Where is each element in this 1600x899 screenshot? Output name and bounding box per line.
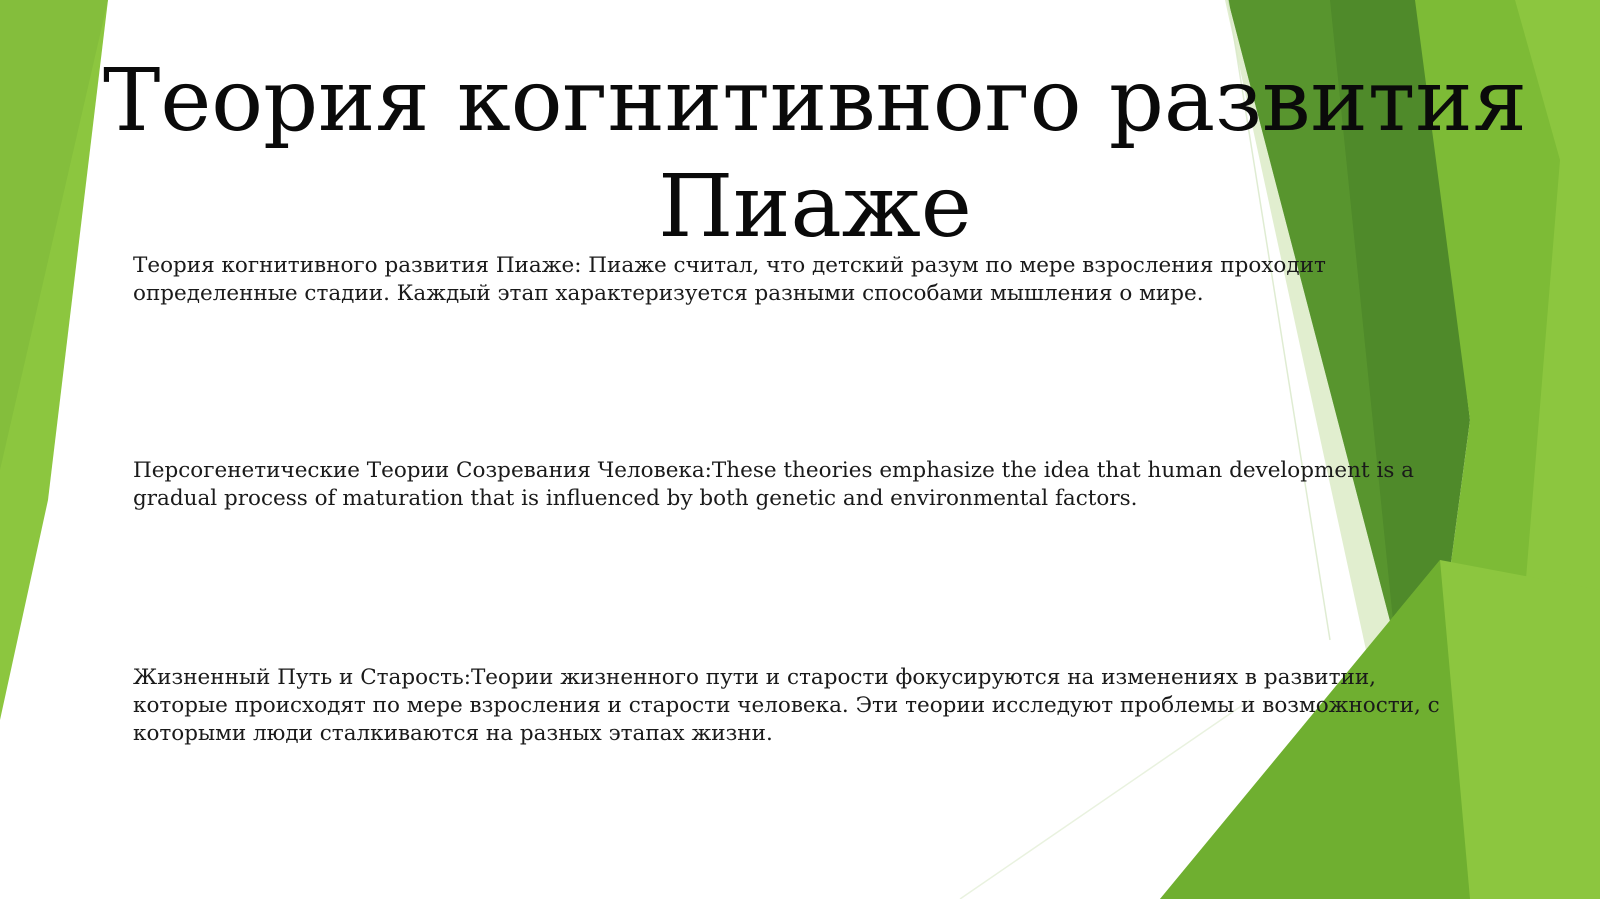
paragraph-line: Персогенетические Теории Созревания Человека:These theories emphasize the idea that human development is a — [133, 458, 1415, 483]
paragraph-maturation-theories — [133, 457, 1414, 513]
paragraph-line: которыми люди сталкиваются на разных этапах жизни. — [133, 721, 773, 746]
title-line-1: Теория когнитивного развития — [103, 51, 1527, 151]
paragraph-life-course — [133, 664, 1440, 748]
title-line-2: Пиаже — [658, 157, 972, 257]
paragraph-line: которые происходят по мере взросления и старости человека. Эти теории исследуют проблемы и возможности, с — [133, 693, 1440, 718]
paragraph-line: Теория когнитивного развития Пиаже: Пиаже считал, что детский разум по мере взросления проходит — [133, 253, 1326, 278]
paragraph-piaget-theory — [133, 252, 1326, 308]
paragraph-line: определенные стадии. Каждый этап характеризуется разными способами мышления о мире. — [133, 281, 1204, 306]
slide-title — [60, 48, 1570, 260]
paragraph-line: Жизненный Путь и Старость:Теории жизненного пути и старости фокусируются на изменениях в развитии, — [133, 665, 1377, 690]
paragraph-line: gradual process of maturation that is influenced by both genetic and environmental factors. — [133, 486, 1138, 511]
